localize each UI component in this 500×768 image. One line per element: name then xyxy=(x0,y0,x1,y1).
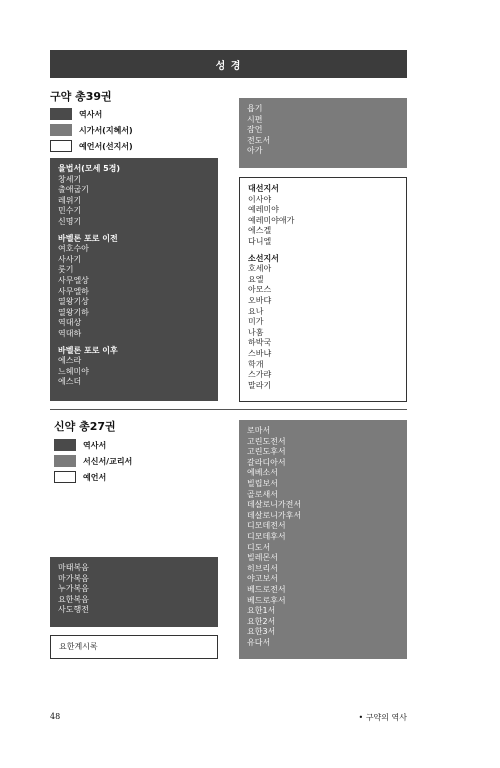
list-item: 갈라디아서 xyxy=(247,457,286,467)
list-item: 느헤미야 xyxy=(58,366,89,376)
list-item: 신명기 xyxy=(58,216,82,226)
list-item: 야고보서 xyxy=(247,574,278,584)
list-item: 역대상 xyxy=(58,318,82,328)
list-item: 에스겔 xyxy=(248,226,272,236)
list-item: 요한계시록 xyxy=(59,641,98,651)
list-item: 에스라 xyxy=(58,356,82,366)
nt-legend-epistles: 서신서/교리서 xyxy=(54,455,132,467)
list-item: 요한복음 xyxy=(58,594,89,604)
list-item: 스가랴 xyxy=(248,370,272,380)
list-item: 시편 xyxy=(247,114,263,124)
list-item: 오바댜 xyxy=(248,295,272,305)
list-item: 유다서 xyxy=(247,637,271,647)
list-item: 사무엘상 xyxy=(58,275,89,285)
list-item: 마태복음 xyxy=(58,563,89,572)
legend-swatch xyxy=(54,439,76,451)
page-number: 48 xyxy=(50,712,61,721)
nt-legend-history: 역사서 xyxy=(54,439,132,451)
list-item: 미가 xyxy=(248,317,264,327)
nt-section-title: 신약 총27권 xyxy=(54,420,116,433)
list-item: 역대하 xyxy=(58,328,82,338)
legend-swatch xyxy=(50,140,72,152)
section-divider xyxy=(50,409,407,410)
list-item: 룻기 xyxy=(58,265,74,275)
page-header xyxy=(50,50,407,78)
list-item: 잠언 xyxy=(247,125,263,135)
list-item: 사사기 xyxy=(58,254,82,264)
list-item: 아가 xyxy=(247,146,263,156)
list-item: 요한2서 xyxy=(247,616,276,626)
legend-swatch xyxy=(54,471,76,483)
list-item: 열왕기상 xyxy=(58,297,89,307)
list-item: 마가복음 xyxy=(58,573,89,583)
list-item: 데살로니가전서 xyxy=(247,500,302,510)
list-item: 골로새서 xyxy=(247,489,278,499)
header-title: 성 경 xyxy=(215,60,242,72)
list-item: 학개 xyxy=(248,359,264,369)
ot-poetry-box xyxy=(239,98,407,168)
list-item: 디모데후서 xyxy=(247,531,286,541)
list-item: 여호수아 xyxy=(58,244,89,254)
list-item: 데살로니가후서 xyxy=(247,510,302,520)
list-item: 빌레몬서 xyxy=(247,553,278,563)
nt-legend xyxy=(54,439,132,483)
list-item: 누가복음 xyxy=(58,584,89,594)
list-item: 에베소서 xyxy=(247,468,278,478)
list-item: 전도서 xyxy=(247,135,271,145)
legend-swatch xyxy=(54,455,76,467)
list-item: 욥기 xyxy=(247,104,263,113)
ot-prophets-box xyxy=(239,177,407,402)
list-item: 사도행전 xyxy=(58,605,89,615)
list-item: 요한1서 xyxy=(247,606,276,616)
list-item: 레위기 xyxy=(58,195,82,205)
list-item: 아모스 xyxy=(248,285,272,295)
list-item: 에스더 xyxy=(58,377,82,387)
list-item: 출애굽기 xyxy=(58,185,89,195)
group-title: 율법서(모세 5경) xyxy=(58,164,121,173)
list-item: 베드로후서 xyxy=(247,595,286,605)
list-item: 호세아 xyxy=(248,264,272,274)
group-title: 바벨론 포로 이전 xyxy=(58,233,118,243)
list-item: 말라기 xyxy=(248,380,272,390)
list-item: 사무엘하 xyxy=(58,286,89,296)
list-item: 디도서 xyxy=(247,542,271,552)
running-title-text: 구약의 역사 xyxy=(365,713,407,722)
list-item: 베드로전서 xyxy=(247,584,286,594)
list-item: 스바냐 xyxy=(248,348,272,358)
list-item: 나훔 xyxy=(248,327,264,337)
list-item: 민수기 xyxy=(58,206,82,216)
list-item: 디모데전서 xyxy=(247,521,286,531)
legend-swatch xyxy=(50,108,72,120)
list-item: 하박국 xyxy=(248,338,272,348)
ot-section-title: 구약 총39권 xyxy=(50,90,112,103)
running-title xyxy=(340,712,407,723)
bullet-icon: • xyxy=(358,713,364,722)
nt-history-box xyxy=(50,557,218,627)
list-item: 열왕기하 xyxy=(58,307,89,317)
list-item: 히브리서 xyxy=(247,563,278,573)
list-item: 요한3서 xyxy=(247,627,276,637)
list-item: 고린도전서 xyxy=(247,436,286,446)
list-item: 다니엘 xyxy=(248,236,272,246)
list-item: 빌립보서 xyxy=(247,478,278,488)
list-item: 이사야 xyxy=(248,194,272,204)
group-title: 바벨론 포로 이후 xyxy=(58,345,118,355)
list-item: 로마서 xyxy=(247,426,271,435)
list-item: 예레미야애가 xyxy=(248,215,295,225)
list-item: 고린도후서 xyxy=(247,447,286,457)
list-item: 요엘 xyxy=(248,274,264,284)
ot-history-box xyxy=(50,158,218,401)
group-title: 소선지서 xyxy=(248,253,279,263)
group-title: 대선지서 xyxy=(248,184,279,193)
ot-legend-poetry: 시가서(지혜서) xyxy=(50,124,133,136)
nt-prophecy-box xyxy=(50,635,218,659)
ot-legend-history: 역사서 xyxy=(50,108,133,120)
ot-legend xyxy=(50,108,133,152)
ot-legend-prophets: 예언서(선지서) xyxy=(50,140,133,152)
list-item: 요나 xyxy=(248,306,264,316)
nt-epistles-box xyxy=(239,420,407,659)
list-item: 예레미야 xyxy=(248,205,279,215)
list-item: 창세기 xyxy=(58,174,82,184)
legend-swatch xyxy=(50,124,72,136)
nt-legend-prophecy: 예언서 xyxy=(54,471,132,483)
